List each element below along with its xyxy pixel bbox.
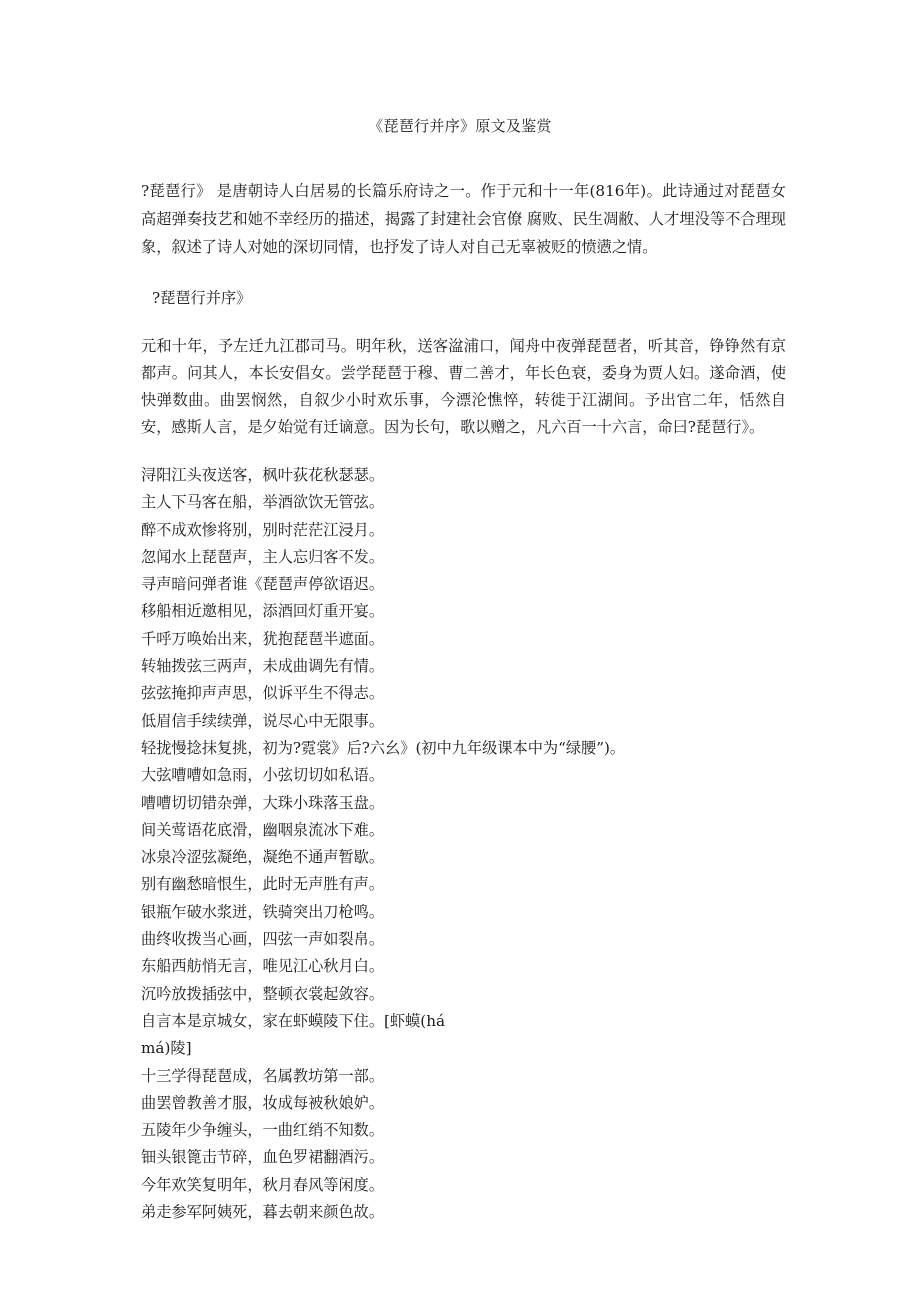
poem-line: 轻拢慢捻抹复挑，初为?霓裳》后?六幺》(初中九年级课本中为“绿腰”)。 [141, 738, 626, 757]
poem-line: 嘈嘈切切错杂弹，大珠小珠落玉盘。 [141, 793, 384, 812]
poem-line: 弦弦掩抑声声思，似诉平生不得志。 [141, 684, 384, 703]
poem-line: 五陵年少争缠头，一曲红绡不知数。 [141, 1121, 384, 1140]
poem-line: 银瓶乍破水浆迸，铁骑突出刀枪鸣。 [141, 902, 384, 921]
poem-line: 曲终收拨当心画，四弦一声如裂帛。 [141, 930, 384, 949]
document-title: 《琵琶行并序》原文及鉴赏 [368, 117, 552, 135]
poem-line: 今年欢笑复明年，秋月春风等闲度。 [141, 1175, 384, 1194]
poem-line: 曲罢曾教善才服，妆成每被秋娘妒。 [141, 1093, 384, 1112]
poem-line: 沉吟放拨插弦中，整顿衣裳起敛容。 [141, 984, 384, 1003]
poem-line: 寻声暗问弹者谁《琵琶声停欲语迟。 [141, 575, 384, 594]
poem-line: 东船西舫悄无言，唯见江心秋月白。 [141, 957, 384, 976]
poem-line: 自言本是京城女，家在虾蟆陵下住。[虾蟆(há [141, 1011, 446, 1030]
poem-line: 转轴拨弦三两声，未成曲调先有情。 [141, 657, 384, 676]
poem-lines [141, 462, 786, 1226]
poem-line: 醉不成欢惨将别，别时茫茫江浸月。 [141, 520, 384, 539]
preface-paragraph: 元和十年，予左迁九江郡司马。明年秋，送客湓浦口，闻舟中夜弹琵琶者，听其音，铮铮然有京都声。问其人，本长安倡女。尝学琵琶于穆、曹二善才，年长色衰，委身为贾人妇。遂命酒，使快弹数曲。曲罢悯然，自叙少小时欢乐事，今漂沦憔悴，转徙于江湖间。予出官二年，恬然自安，感斯人言，是夕始觉有迁谪意。因为长句，歌以赠之，凡六百一十六言，命曰?琵琶行》。 [141, 337, 786, 436]
poem-line: 间关莺语花底滑，幽咽泉流冰下难。 [141, 820, 384, 839]
poem-line: 十三学得琵琶成，名属教坊第一部。 [141, 1066, 384, 1085]
poem-line: 弟走参军阿姨死，暮去朝来颜色故。 [141, 1203, 384, 1222]
poem-line: 钿头银篦击节碎，血色罗裙翻酒污。 [141, 1148, 384, 1167]
poem-line: 浔阳江头夜送客，枫叶荻花秋瑟瑟。 [141, 466, 384, 484]
poem-line: 主人下马客在船，举酒欲饮无管弦。 [141, 493, 384, 512]
poem-subtitle: ?琵琶行并序》 [152, 289, 252, 307]
intro-paragraph: ?琵琶行》 是唐朝诗人白居易的长篇乐府诗之一。作于元和十一年(816年)。此诗通过对琵琶女高超弹奏技艺和她不幸经历的描述，揭露了封建社会官僚 腐败、民生凋敝、人才埋没等不合理现象，叙述了诗人对她的深切同情，也抒发了诗人对自己无辜被贬的愤懑之情。 [141, 182, 786, 256]
poem-line: 千呼万唤始出来，犹抱琵琶半遮面。 [141, 629, 384, 648]
poem-line: 移船相近邀相见，添酒回灯重开宴。 [141, 602, 384, 621]
poem-line: 别有幽愁暗恨生，此时无声胜有声。 [141, 875, 384, 894]
poem-line: má)陵] [141, 1039, 192, 1058]
poem-line: 忽闻水上琵琶声，主人忘归客不发。 [141, 547, 384, 566]
poem-line: 大弦嘈嘈如急雨，小弦切切如私语。 [141, 766, 384, 785]
poem-line: 低眉信手续续弹，说尽心中无限事。 [141, 711, 384, 730]
poem-line: 冰泉冷涩弦凝绝，凝绝不通声暂歇。 [141, 848, 384, 867]
